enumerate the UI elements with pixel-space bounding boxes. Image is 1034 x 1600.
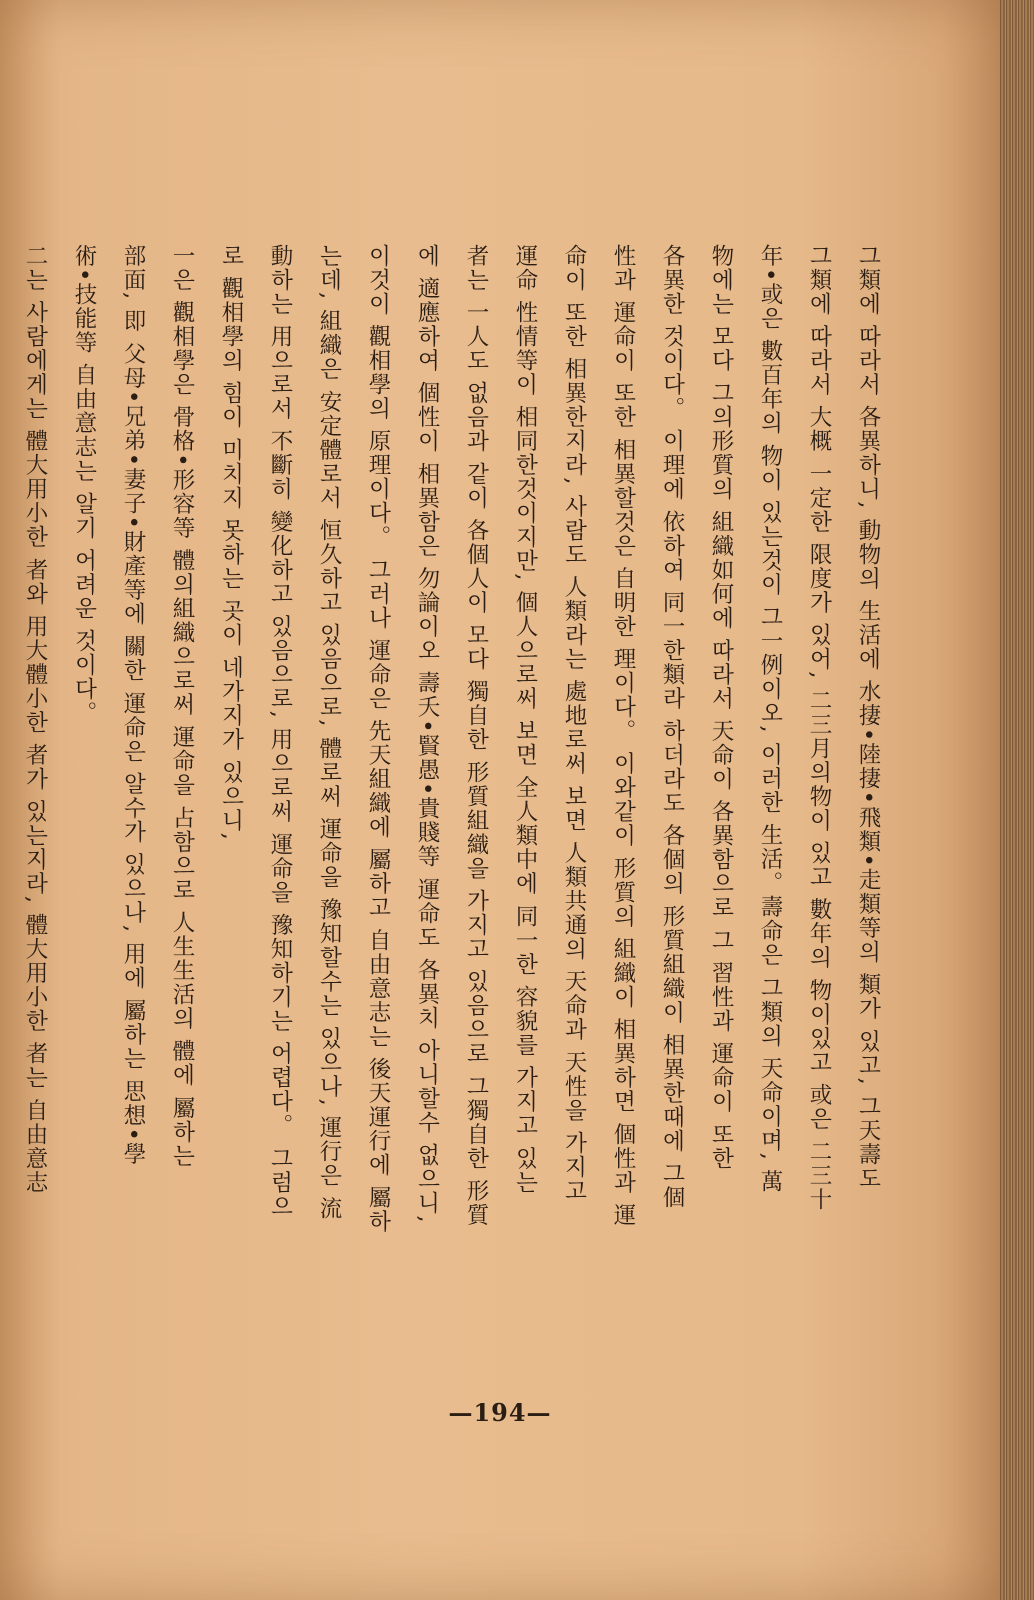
page-edge	[1000, 0, 1034, 1600]
text-line: 에 適應하여 個性이 相異함은 勿論이오 壽夭•賢愚•貴賤等 運命도 各異치 아니할수 없으니,	[414, 244, 440, 1225]
text-line: 二는 사람에게는 體大用小한 者와 用大體小한 者가 있는지라, 體大用小한 者는 自由意志	[22, 244, 48, 1195]
text-line: 各異한 것이다。 이理에 依하여 同一한類라 하더라도 各個의 形質組織이 相異한때에 그個	[659, 244, 685, 1210]
text-line: 年•或은 數百年의 物이 있는것이 그一例이오, 이러한 生活。壽命은 그類의 天命이며, 萬	[757, 244, 783, 1194]
text-line: 物에는 모다 그의形質의 組織如何에 따라서 天命이 各異함으로 그 習性과 運命이 또한	[708, 244, 734, 1171]
text-line: 그類에 따라서 大概 一定한 限度가 있어, 二三月의物이 있고 數年의 物이있고 或은 二三十	[806, 244, 832, 1212]
text-line: 性과 運命이 또한 相異할것은 自明한 理이다。 이와같이 形質의 組織이 相異하면 個性과 運	[610, 244, 636, 1228]
text-line: 運命 性情等이 相同한것이지만, 個人으로써 보면 全人類中에 同一한 容貌를 가지고 있는	[512, 244, 538, 1195]
text-line: 術•技能等 自由意志는 알기 어려운 것이다。	[71, 244, 97, 726]
text-line: 命이 또한 相異한지라, 사람도 人類라는 處地로써 보면 人類共通의 天命과 天性을 가지고	[561, 244, 587, 1204]
text-line: 一은 觀相學은 骨格•形容等 體의組織으로써 運命을 占함으로 人生生活의 體에 屬하는	[169, 244, 195, 1168]
text-line: 者는 一人도 없음과 같이 各個人이 모다 獨自한 形質組織을 가지고 있음으로 그獨自한 形質	[463, 244, 489, 1228]
text-line: 部面, 即 父母•兄弟•妻子•財產等에 關한 運命은 알수가 있으나, 用에 屬하는 思想•學	[120, 244, 146, 1167]
text-line: 그類에 따라서 各異하니, 動物의 生活에 水捿•陸捿•飛類•走類等의 類가 있고, 그天壽도	[855, 244, 881, 1191]
page-number: —194—	[448, 1398, 552, 1427]
text-line: 이것이 觀相學의 原理이다。 그러나 運命은 先天組織에 屬하고 自由意志는 後天運行에 屬하	[365, 244, 391, 1234]
text-line: 로 觀相學의 힘이 미치지 못하는 곳이 네가지가 있으니,	[218, 244, 244, 842]
body-text	[22, 244, 892, 1384]
text-line: 動하는 用으로서 不斷히 變化하고 있음으로, 用으로써 運命을 豫知하기는 어렵다。 그럼으	[267, 244, 293, 1219]
text-line: 는데, 組織은 安定體로서 恒久하고 있음으로, 體로써 運命을 豫知할수는 있으나, 運行은 流	[316, 244, 342, 1221]
